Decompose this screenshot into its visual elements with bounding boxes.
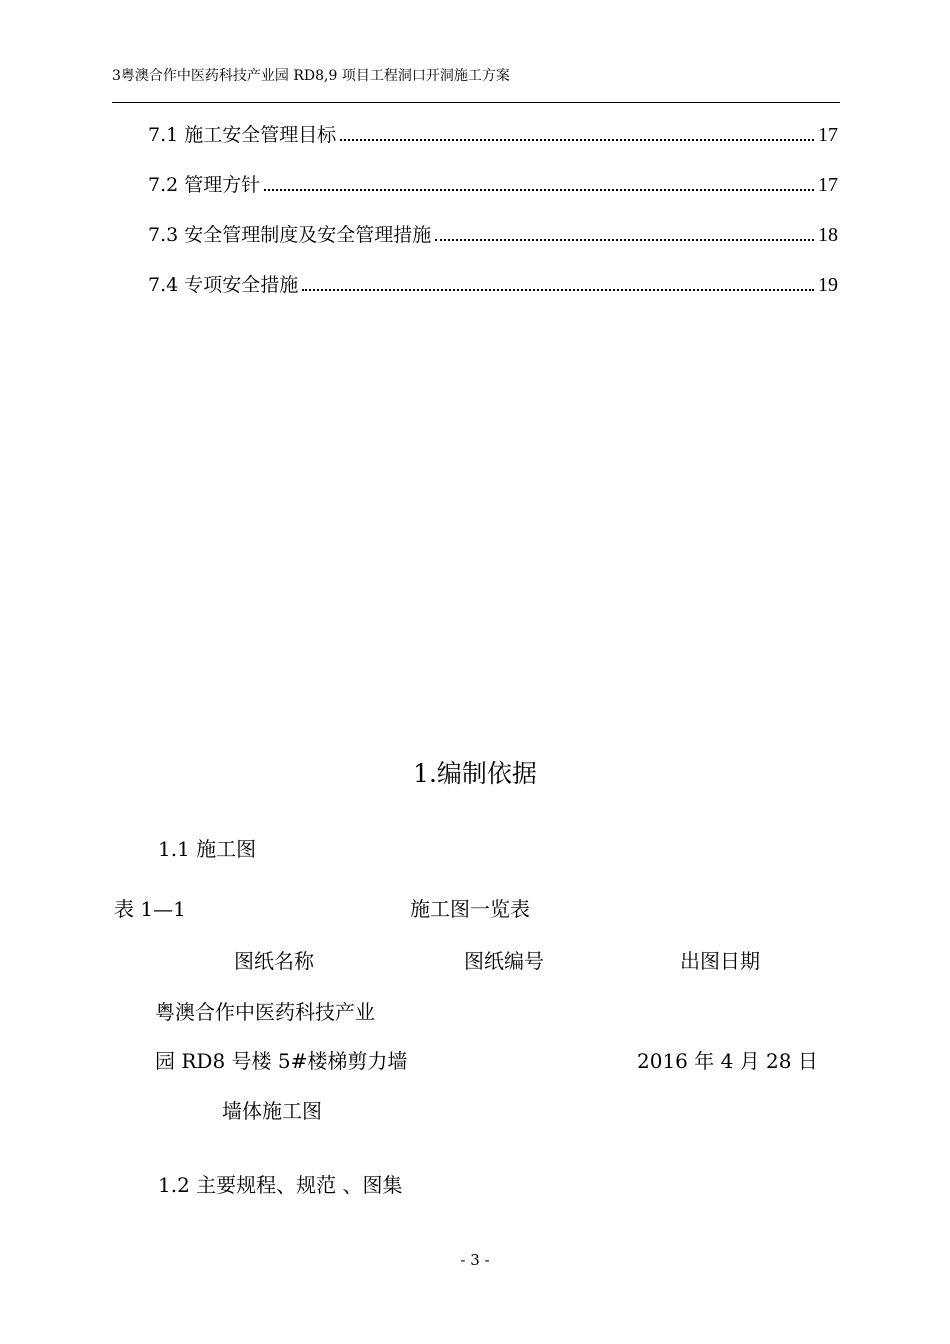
table-cell-name-line1: 粤澳合作中医药科技产业 <box>155 1000 375 1024</box>
toc-entry-page: 17 <box>818 174 838 196</box>
toc-entry-page: 19 <box>818 274 838 296</box>
table-header-number: 图纸编号 <box>464 949 544 973</box>
page-number: - 3 - <box>460 1251 490 1269</box>
toc-entry[interactable] <box>148 168 838 198</box>
toc-leader-dots <box>435 239 814 241</box>
toc-entry-label: 7.2 管理方针 <box>148 174 261 196</box>
subsection-heading-drawings: 1.1 施工图 <box>158 837 257 861</box>
section-heading: 1.编制依据 <box>413 759 537 788</box>
table-cell-name-line2: 园 RD8 号楼 5#楼梯剪力墙 <box>155 1049 408 1073</box>
toc-entry[interactable] <box>148 118 838 148</box>
header-divider <box>112 102 840 103</box>
table-cell-name-line3: 墙体施工图 <box>222 1099 322 1123</box>
toc-entry-page: 17 <box>818 124 838 146</box>
table-cell-date: 2016 年 4 月 28 日 <box>637 1049 818 1073</box>
toc-entry-page: 18 <box>818 224 838 246</box>
toc-leader-dots <box>302 289 814 291</box>
toc-leader-dots <box>340 139 814 141</box>
toc-entry-label: 7.1 施工安全管理目标 <box>148 124 337 146</box>
table-header-date: 出图日期 <box>680 949 760 973</box>
toc-entry-label: 7.4 专项安全措施 <box>148 274 299 296</box>
toc-entry[interactable] <box>148 268 838 298</box>
page-header: 3粤澳合作中医药科技产业园 RD8,9 项目工程洞口开洞施工方案 <box>112 68 510 84</box>
toc-entry[interactable] <box>148 218 838 248</box>
toc-leader-dots <box>264 189 814 191</box>
subsection-heading-standards: 1.2 主要规程、规范 、图集 <box>158 1173 403 1197</box>
table-header-name: 图纸名称 <box>234 949 314 973</box>
table-number: 表 1—1 <box>114 897 186 921</box>
table-title: 施工图一览表 <box>410 897 530 921</box>
toc-entry-label: 7.3 安全管理制度及安全管理措施 <box>148 224 432 246</box>
